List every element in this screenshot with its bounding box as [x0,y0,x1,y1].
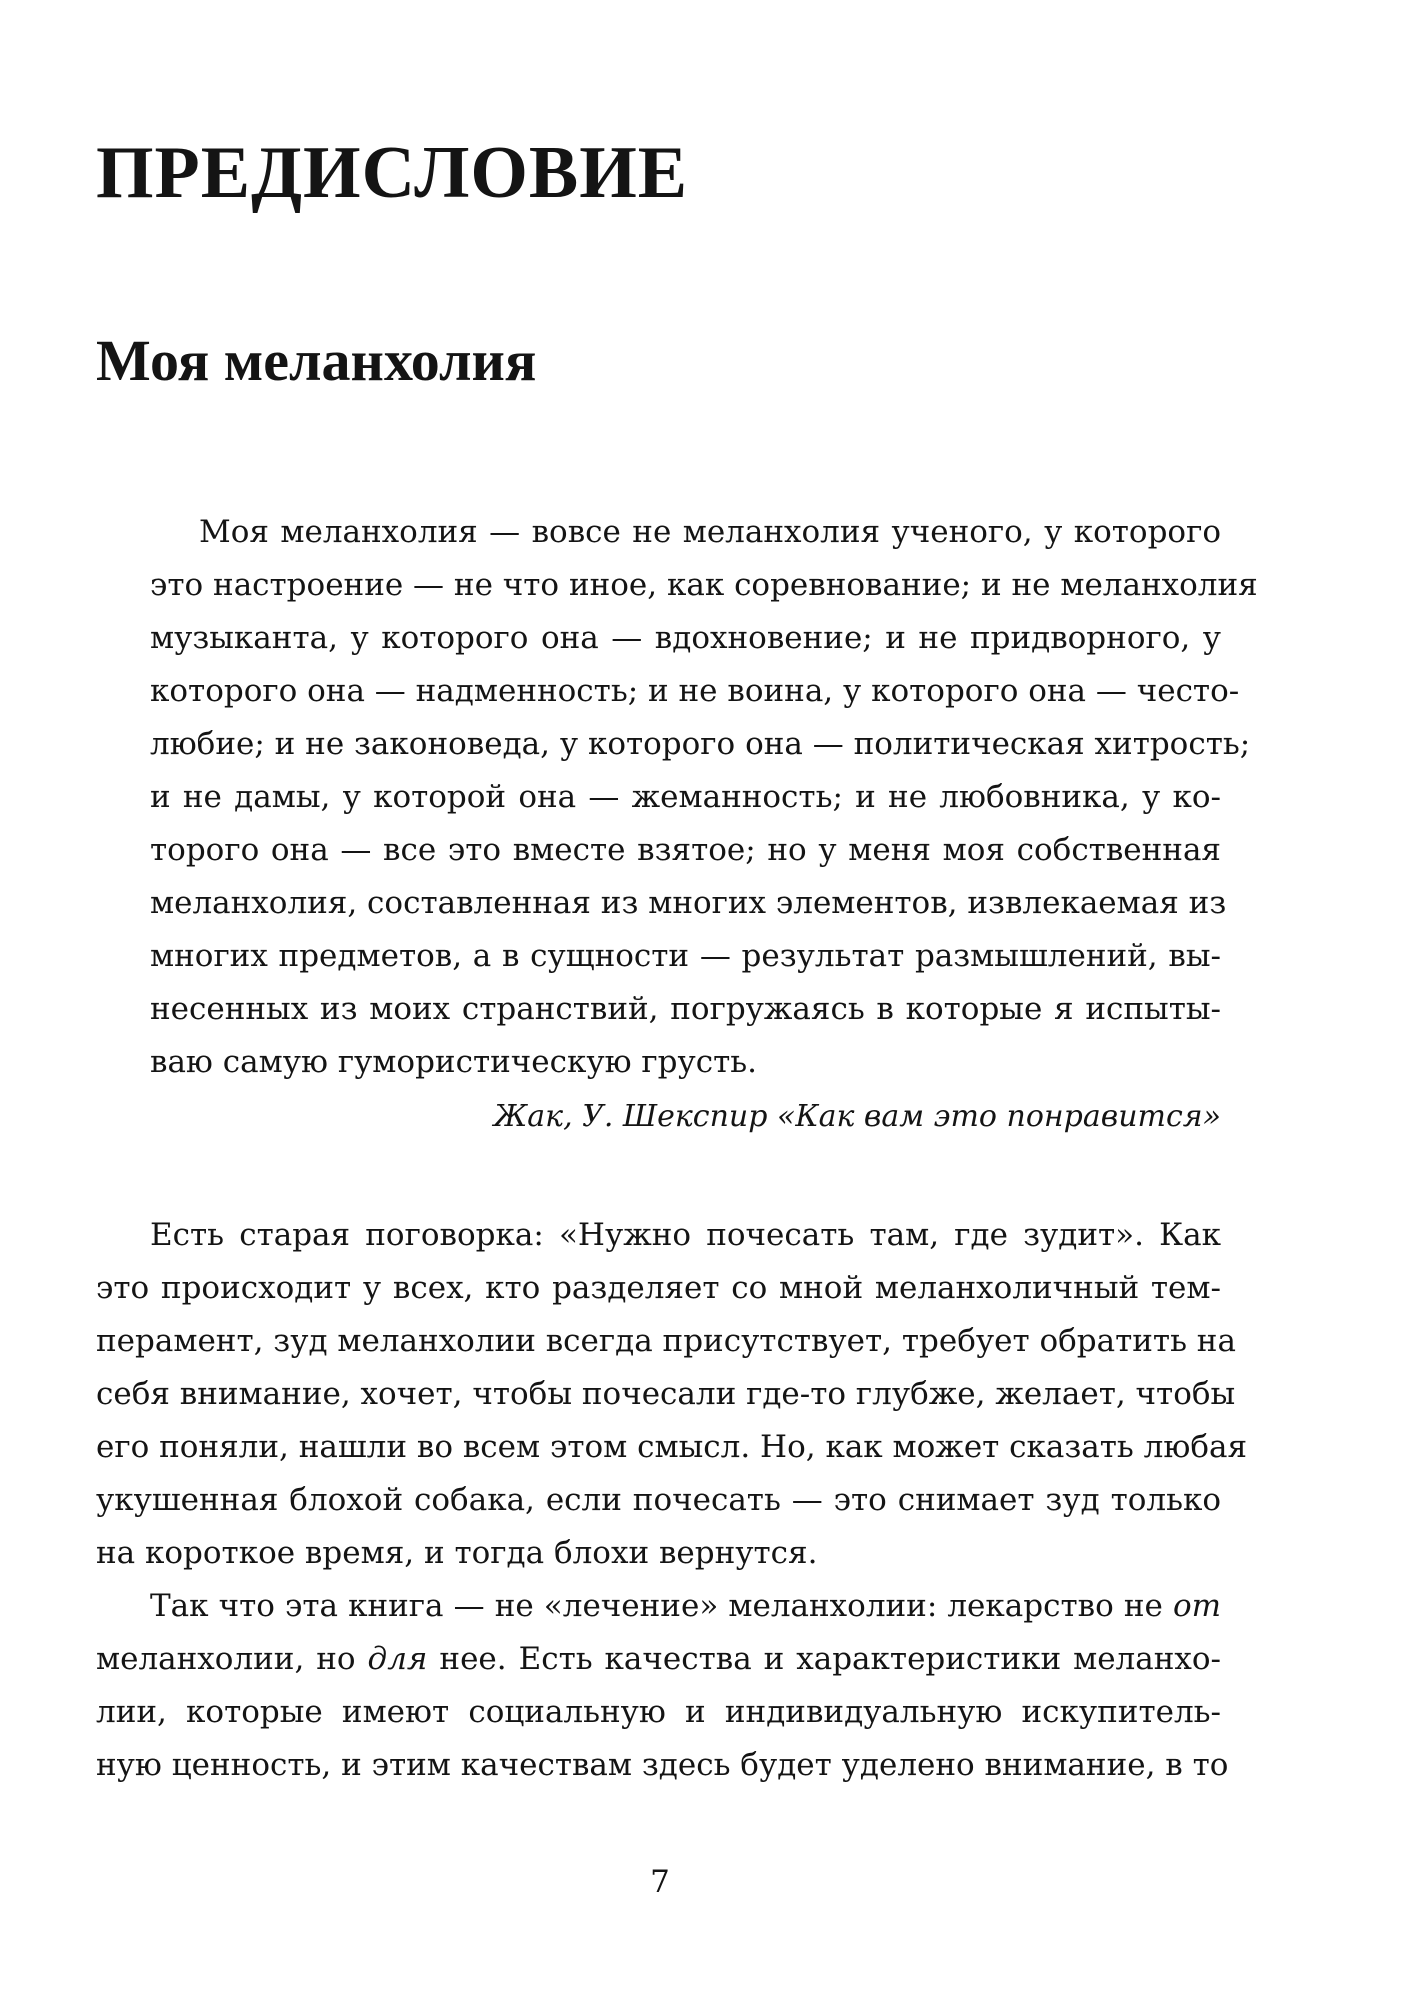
paragraph-line: ную ценность, и этим качествам здесь будет уделено внимание, в то [96,1747,1229,1783]
paragraph-line: это происходит у всех, кто разделяет со мной меланхоличный тем- [96,1270,1221,1306]
paragraph-line: укушенная блохой собака, если почесать — это снимает зуд только [96,1482,1221,1518]
epigraph-line: любие; и не законоведа, у которого она — политическая хитрость; [150,726,1251,762]
epigraph-line: ваю самую гумористическую грусть. [150,1044,757,1080]
paragraph-line: на короткое время, и тогда блохи вернутся. [96,1535,818,1571]
epigraph-line: музыканта, у которого она — вдохновение; и не придворного, у [150,620,1221,656]
epigraph-line: многих предметов, а в сущности — результат размышлений, вы- [150,938,1221,974]
epigraph-line: несенных из моих странствий, погружаясь в которые я испыты- [150,991,1221,1027]
paragraph-line [150,1586,1221,1626]
paragraph-line: лии, которые имеют социальную и индивидуальную искупитель- [96,1694,1221,1730]
paragraph-line: его поняли, нашли во всем этом смысл. Но, как может сказать любая [96,1429,1248,1465]
page-number: 7 [650,1864,670,1900]
epigraph-line: это настроение — не что иное, как соревнование; и не меланхолия [150,567,1258,603]
section-title: Моя меланхолия [96,328,537,393]
emphasis-text: от [1172,1588,1221,1624]
epigraph-line: торого она — все это вместе взятое; но у меня моя собственная [150,832,1221,868]
paragraph-line [96,1639,1221,1679]
epigraph-line: Моя меланхолия — вовсе не меланхолия ученого, у которого [199,514,1221,550]
emphasis-text: для [367,1641,428,1677]
paragraph-text: нее. Есть качества и характеристики меланхо- [427,1641,1221,1677]
paragraph-text: меланхолии, но [96,1641,368,1677]
epigraph-attribution: Жак, У. Шекспир «Как вам это понравится» [493,1099,1221,1134]
epigraph-line: и не дамы, у которой она — жеманность; и не любовника, у ко- [150,779,1221,815]
paragraph-line: себя внимание, хочет, чтобы почесали где-то глубже, желает, чтобы [96,1376,1236,1412]
chapter-title: ПРЕДИСЛОВИЕ [96,132,689,214]
paragraph-line: Есть старая поговорка: «Нужно почесать там, где зудит». Как [150,1217,1221,1253]
paragraph-line: перамент, зуд меланхолии всегда присутствует, требует обратить на [96,1323,1236,1359]
epigraph-line: меланхолия, составленная из многих элементов, извлекаемая из [150,885,1227,921]
epigraph-line: которого она — надменность; и не воина, у которого она — често- [150,673,1240,709]
paragraph-text: Так что эта книга — не «лечение» меланхолии: лекарство не [150,1588,1173,1624]
